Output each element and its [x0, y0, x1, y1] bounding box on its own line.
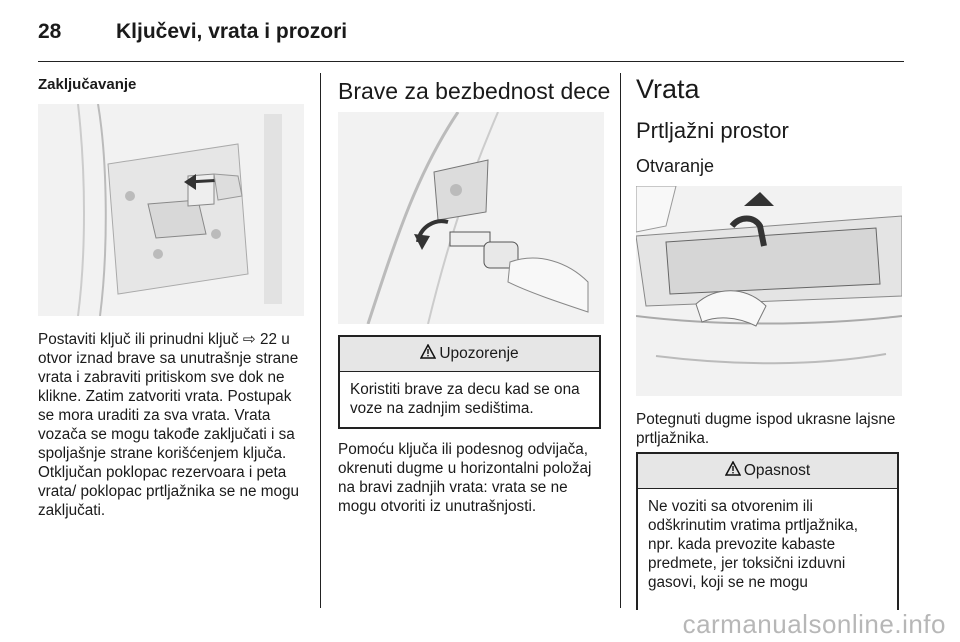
page-header: [0, 0, 960, 62]
section-subtitle: Zaključavanje: [38, 76, 137, 93]
warning-box: [338, 335, 601, 429]
section-heading-child-locks: Brave za bezbednost dece: [338, 78, 611, 104]
subsubheading-opening: Otvaranje: [636, 156, 715, 176]
warning-title: Upozorenje: [439, 345, 519, 362]
warning-triangle-icon: [420, 344, 436, 364]
page-number: 28: [38, 20, 62, 43]
column-divider-1: [320, 73, 321, 608]
watermark: carmanualsonline.info: [682, 609, 946, 639]
danger-box: [636, 452, 899, 610]
danger-title: Opasnost: [743, 462, 811, 479]
opening-instructions: Potegnuti dugme ispod ukrasne lajsne prtljažnika.: [636, 411, 896, 447]
danger-text: Ne voziti sa otvorenim ili odškrinutim vratima prtljažnika, npr. kada prevozite kabaste predmete, jer toksični izduvni gasovi, koji se ne mogu: [648, 498, 858, 591]
child-lock-instructions: Pomoću ključa ili podesnog odvijača, okrenuti dugme u horizontalni položaj na bravi zadnjih vrata: vrata se ne mogu otvoriti iz unutrašnjosti.: [338, 441, 592, 515]
warning-header: [340, 337, 599, 372]
header-divider: [38, 61, 904, 62]
child-lock-illustration: [338, 112, 604, 324]
subheading-luggage: Prtljažni prostor: [636, 118, 789, 143]
locking-instructions: Postaviti ključ ili prinudni ključ ⇨ 22 u otvor iznad brave sa unutrašnje strane vrata i zabraviti pritiskom sve dok ne klikne. Zatim zatvoriti vrata. Postupak se mora uraditi za sva vrata. Vrata vozača se mogu takođe zaključati i sa spoljašnje strane korišćenjem ključa. Otključan poklopac rezervoara i peta vrata/ poklopac prtljažnika se ne mogu zaključati.: [38, 331, 300, 519]
door-lock-illustration: [38, 104, 304, 316]
warning-triangle-icon: [725, 461, 741, 481]
warning-text: Koristiti brave za decu kad se ona voze na zadnjim sedištima.: [350, 381, 580, 417]
page-title: Ključevi, vrata i prozori: [116, 20, 348, 43]
section-heading-doors: Vrata: [636, 74, 700, 104]
column-divider-2: [620, 73, 621, 608]
tailgate-illustration: [636, 186, 902, 396]
danger-header: [638, 454, 897, 489]
